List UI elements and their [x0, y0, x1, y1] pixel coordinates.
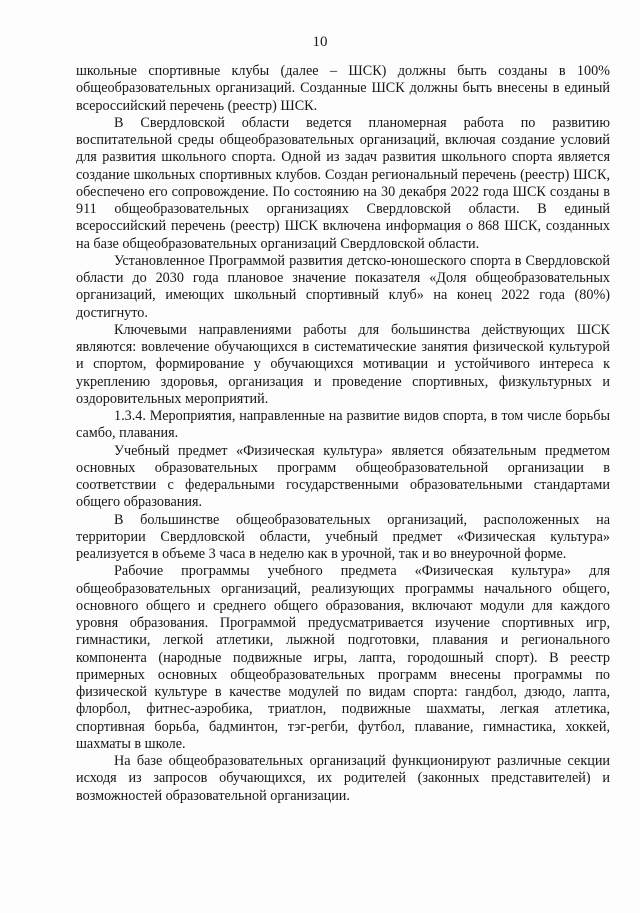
paragraph: В Свердловской области ведется планомерная работа по развитию воспитательной среды общеобразовательных организаций, включая создание условий для развития школьного спорта. Одной из задач развития школьного спорта является создание школьных спортивных клубов. Создан региональный перечень (реестр) ШСК, обеспечено его сопровождение. По состоянию на 30 декабря 2022 года ШСК созданы в 911 общеобразовательных организациях Свердловской области. В единый всероссийский перечень (реестр) ШСК включена информация о 868 ШСК, созданных на базе общеобразовательных организаций Свердловской области. — [76, 114, 610, 252]
paragraph: Учебный предмет «Физическая культура» является обязательным предметом основных образовательных программ общеобразовательной организации в соответствии с федеральными государственными образовательными стандартами общего образования. — [76, 442, 610, 511]
paragraph-continuation: школьные спортивные клубы (далее – ШСК) должны быть созданы в 100% общеобразовательных организаций. Созданные ШСК должны быть внесены в единый всероссийский перечень (реестр) ШСК. — [76, 63, 610, 114]
page-number: 10 — [312, 34, 328, 50]
document-body — [76, 63, 610, 805]
paragraph: Ключевыми направлениями работы для большинства действующих ШСК являются: вовлечение обучающихся в систематические занятия физической культурой и спортом, формирование у обучающихся мотивации и устойчивого интереса к укреплению здоровья, организация и проведение спортивных, физкультурных и оздоровительных мероприятий. — [76, 321, 610, 407]
paragraph: Установленное Программой развития детско-юношеского спорта в Свердловской области до 2030 года плановое значение показателя «Доля общеобразовательных организаций, имеющих школьный спортивный клуб» на конец 2022 года (80%) достигнуто. — [76, 252, 610, 321]
paragraph: Рабочие программы учебного предмета «Физическая культура» для общеобразовательных организаций, реализующих программы начального общего, основного общего и среднего общего образования, включают модули для каждого уровня образования. Программой предусматривается изучение спортивных игр, гимнастики, легкой атлетики, лыжной подготовки, плавания и регионального компонента (народные подвижные игры, лапта, городошный спорт). В реестр примерных основных общеобразовательных программ внесены программы по физической культуре в качестве модулей по видам спорта: гандбол, дзюдо, лапта, флорбол, фитнес-аэробика, триатлон, подвижные шахматы, легкая атлетика, спортивная борьба, бадминтон, тэг-регби, футбол, плавание, гимнастика, хоккей, шахматы в школе. — [76, 563, 610, 752]
paragraph: На базе общеобразовательных организаций функционируют различные секции исходя из запросов обучающихся, их родителей (законных представителей) и возможностей образовательной организации. — [76, 753, 610, 804]
section-heading-paragraph: 1.3.4. Мероприятия, направленные на развитие видов спорта, в том числе борьбы самбо, плавания. — [76, 408, 610, 442]
paragraph: В большинстве общеобразовательных организаций, расположенных на территории Свердловской области, учебный предмет «Физическая культура» реализуется в объеме 3 часа в неделю как в урочной, так и во внеурочной форме. — [76, 511, 610, 562]
